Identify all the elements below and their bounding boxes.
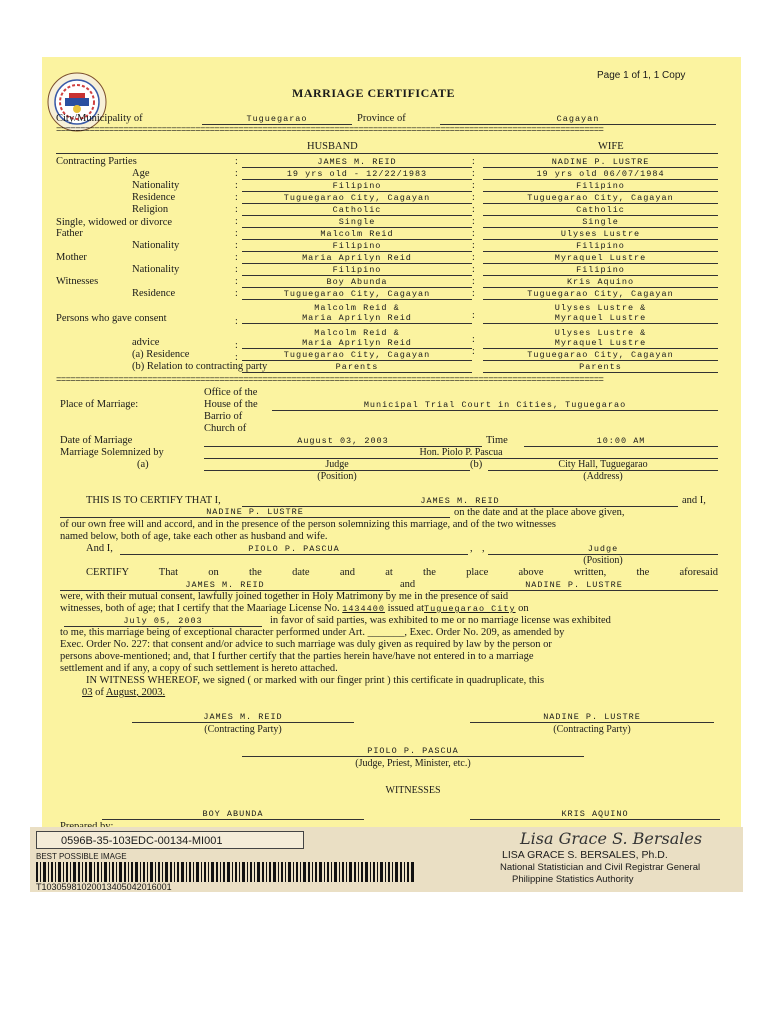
- husband-name: JAMES M. REID: [242, 157, 472, 168]
- husband-consent-line2: Maria Aprilyn Reid: [242, 313, 472, 324]
- solemnized-label: Marriage Solemnized by: [60, 447, 164, 458]
- husband-witness: Boy Abunda: [242, 277, 472, 288]
- barrio-of-label: Barrio of: [204, 411, 243, 422]
- cert-p2-line7: settlement and if any, a copy of such settlement is hereto attached.: [60, 663, 338, 674]
- place-value: Municipal Trial Court in Cities, Tuguegarao: [272, 400, 718, 411]
- date-label: Date of Marriage: [60, 435, 133, 446]
- wife-advice-colons: : :: [472, 334, 475, 357]
- mother-nationality-label: Nationality: [132, 264, 180, 275]
- wife-advice-line2: Myraquel Lustre: [483, 338, 718, 349]
- registrar-signature: Lisa Grace S. Bersales: [520, 829, 703, 848]
- wife-name: NADINE P. LUSTRE: [483, 157, 718, 168]
- residence-label: Residence: [132, 192, 176, 203]
- husband-witness-residence: Tuguegarao City, Cagayan: [242, 289, 472, 300]
- father-label: Father: [56, 228, 83, 239]
- husband-mother: Maria Aprilyn Reid: [242, 253, 472, 264]
- wife-relation: Parents: [483, 362, 718, 373]
- registrar-authority: Philippine Statistics Authority: [512, 874, 634, 885]
- wife-religion: Catholic: [483, 205, 718, 216]
- best-image-label: BEST POSSIBLE IMAGE: [36, 852, 127, 861]
- husband-age: 19 yrs old - 12/22/1983: [242, 169, 472, 180]
- registrar-title: National Statistician and Civil Registrar General: [500, 862, 701, 873]
- cert-p2-line6: persons above-mentioned; and, that I further certify that the parties herein have/have not entered in to a marriage: [60, 651, 534, 662]
- header-rule: [56, 153, 718, 154]
- husband-advice-line2: Maria Aprilyn Reid: [242, 338, 472, 349]
- solemnized-value: Hon. Piolo P. Pascua: [204, 447, 718, 459]
- execution-month: August: [105, 687, 137, 698]
- sig-officiant-caption: (Judge, Priest, Minister, etc.): [355, 758, 471, 769]
- status-label: Single, widowed or divorce: [56, 217, 173, 228]
- mother-label: Mother: [56, 252, 87, 263]
- wife-residence-a: Tuguegarao City, Cagayan: [483, 350, 718, 361]
- age-label: Age: [132, 168, 150, 179]
- relation-b-label: (b) Relation to contracting party: [132, 361, 268, 372]
- certify-line1-end: and I,: [682, 495, 706, 506]
- sig-officiant: PIOLO P. PASCUA: [242, 746, 584, 757]
- aforesaid-husband: JAMES M. REID: [60, 580, 390, 591]
- advice-label: advice: [132, 337, 160, 348]
- license-date: July 05, 2003: [64, 616, 262, 627]
- wife-witness: Kris Aquino: [483, 277, 718, 288]
- wife-nationality: Filipino: [483, 181, 718, 192]
- sig-wife-caption: (Contracting Party): [553, 724, 631, 735]
- a-label: (a): [137, 459, 149, 470]
- time-value: 10:00 AM: [524, 436, 718, 447]
- office-of-label: Office of the: [204, 387, 258, 398]
- wife-consent-line1: Ulyses Lustre &: [554, 303, 647, 313]
- wife-witness-residence: Tuguegarao City, Cagayan: [483, 289, 718, 300]
- page-title: MARRIAGE CERTIFICATE: [292, 86, 456, 100]
- place-label: Place of Marriage:: [60, 399, 139, 410]
- contracting-parties-label: Contracting Parties: [56, 156, 137, 167]
- address-caption: (Address): [583, 471, 623, 482]
- province-value: Cagayan: [440, 114, 716, 125]
- date-value: August 03, 2003: [204, 436, 482, 447]
- page-info: Page 1 of 1, 1 Copy: [597, 70, 686, 81]
- husband-consent-line1: Malcolm Reid &: [314, 303, 400, 313]
- sig-wife: NADINE P. LUSTRE: [470, 712, 714, 723]
- husband-religion: Catholic: [242, 205, 472, 216]
- sig-witness-2: KRIS AQUINO: [470, 809, 720, 820]
- husband-residence: Tuguegarao City, Cagayan: [242, 193, 472, 204]
- wife-residence: Tuguegarao City, Cagayan: [483, 193, 718, 204]
- husband-mother-nationality: Filipino: [242, 265, 472, 276]
- document-code-box: [36, 831, 304, 849]
- husband-father-nationality: Filipino: [242, 241, 472, 252]
- husband-residence-a: Tuguegarao City, Cagayan: [242, 350, 472, 361]
- certify-husband: JAMES M. REID: [242, 496, 678, 507]
- address-value: City Hall, Tuguegarao: [488, 459, 718, 471]
- witness-residence-label: Residence: [132, 288, 176, 299]
- cert-p2-line4: to me, this marriage being of exceptional character performed under Art. _______, Exec. Order No. 209, as amended by: [60, 627, 565, 638]
- city-value: Tuguegarao: [202, 114, 352, 125]
- wife-advice-line1: Ulyses Lustre &: [554, 328, 647, 338]
- wife-consent-line2: Myraquel Lustre: [483, 313, 718, 324]
- judge-value: Judge: [204, 459, 470, 471]
- husband-advice-colons: : :: [235, 340, 238, 363]
- license-number: 1434400: [342, 604, 385, 614]
- officiant-position: Judge: [488, 544, 718, 555]
- wife-consent-colon: :: [472, 310, 475, 321]
- witnesses-title: WITNESSES: [385, 785, 441, 796]
- husband-nationality: Filipino: [242, 181, 472, 192]
- father-nationality-label: Nationality: [132, 240, 180, 251]
- wife-mother: Myraquel Lustre: [483, 253, 718, 264]
- time-label: Time: [486, 435, 508, 446]
- husband-colons: : : : : : : : : : : : :: [235, 156, 238, 299]
- cert-p2-line1: were, with their mutual consent, lawfully joined together in Holy Matrimony by me in the presence of said: [60, 591, 509, 602]
- issued-at: Tuguegarao City: [424, 604, 516, 614]
- cert-p2-line3: in favor of said parties, was exhibited to me or no marriage license was exhibited: [270, 615, 611, 626]
- husband-consent-colon: :: [235, 316, 238, 327]
- wife-father: Ulyses Lustre: [483, 229, 718, 240]
- execution-day: 03: [82, 687, 93, 698]
- certify-line2-end: on the date and at the place above given,: [454, 507, 625, 518]
- certify-line3: of our own free will and accord, and in the presence of the person solemnizing this marriage, and of the two witnesses: [60, 519, 556, 530]
- execution-date: 03 of August, 2003.: [82, 687, 166, 698]
- footer-band: [30, 827, 743, 892]
- husband-status: Single: [242, 217, 472, 228]
- witnesses-label: Witnesses: [56, 276, 99, 287]
- certify-wife: NADINE P. LUSTRE: [60, 507, 450, 518]
- province-label: Province of: [357, 113, 406, 124]
- wife-mother-nationality: Filipino: [483, 265, 718, 276]
- barcode-text: T10305981020013405042016001: [36, 882, 172, 892]
- husband-relation: Parents: [242, 362, 472, 373]
- officiant-name: PIOLO P. PASCUA: [120, 544, 468, 555]
- certify-line: CERTIFY That on the date and at the place above written, the aforesaid: [86, 567, 718, 578]
- aforesaid-wife: NADINE P. LUSTRE: [430, 580, 718, 591]
- aforesaid-and: and: [400, 579, 416, 590]
- consent-label: Persons who gave consent: [56, 313, 167, 324]
- separator-line-2: ==================================================================================================================: [56, 375, 604, 385]
- cert-p2-line2: witnesses, both of age; that I certify that the Maariage License No. 1434400 issued atTuguegarao City on: [60, 603, 529, 614]
- city-label: City/Municipality of: [56, 113, 143, 124]
- church-of-label: Church of: [204, 423, 247, 434]
- b-label: (b): [470, 459, 483, 470]
- wife-status: Single: [483, 217, 718, 228]
- officiant-position-caption: (Position): [583, 555, 623, 566]
- wife-header: WIFE: [598, 141, 624, 152]
- certificate-paper: Page 1 of 1, 1 Copy MARRIAGE CERTIFICATE City/Municipality of Tuguegarao Province of Cagayan ================================================================================================================== HUSBAND WIFE Contracting Parties Age Nationality Residence Religion Single, widowed or divorce Father Nationality Mother Nationality Witnesses Residence Persons who gave consent advice (a) Residence (b) Relation to contracting party : : : : : : : : : : : : : : : : : : : : : : : : : : : : : : JAMES M. REID 19 yrs old - 12/22/1983 Filipino Tuguegarao City, Cagayan Catholic Single Malcolm Reid Filipino Maria Aprilyn Reid Filipino Boy Abunda Tuguegarao City, Cagayan Malcolm Reid & Maria Aprilyn Reid Malcolm Reid & Maria Aprilyn Reid Tuguegarao City, Cagayan Parents NADINE P. LUSTRE 19 yrs old 06/07/1984 Filipino Tuguegarao City, Cagayan Catholic Single Ulyses Lustre Filipino Myraquel Lustre Filipino Kris Aquino Tuguegarao City, Cagayan Ulyses Lustre & Myraquel Lustre Ulyses Lustre & Myraquel Lustre Tuguegarao City, Cagayan Parents ================================================================================================================== Office of the House of the Barrio of Church of Place of Marriage: Municipal Trial Court in Cities, Tuguegarao Date of Marriage August 03, 2003 Time 10:00 AM Marriage Solemnized by Hon. Piolo P. Pascua (a) Judge (b) City Hall, Tuguegarao (Position) (Address) THIS IS TO CERTIFY THAT I, JAMES M. REID and I, NADINE P. LUSTRE on the date and at the place above given, of our own free will and accord, and in the presence of the person solemnizing this marriage, and of the two witnesses named below, both of age, take each other as husband and wife. And I, PIOLO P. PASCUA , , Judge (Position) CERTIFY That on the date and at the place above written, the aforesaid JAMES M. REID and NADINE P. LUSTRE were, with their mutual consent, lawfully joined together in Holy Matrimony by me in the presence of said witnesses, both of age; that I certify that the Maariage License No. 1434400 issued atTuguegarao City on July 05, 2003 in favor of said parties, was exhibited to me or no marriage license was exhibited to me, this marriage being of exceptional character performed under Art. _______, Exec. Order No. 209, as amended by Exec. Order No. 227: that consent and/or advice to such marriage was duly given as required by law by the person or persons above-mentioned; and, that I further certify that the parties herein have/have not entered in to a marriage settlement and if any, a copy of such settlement is hereto attached. IN WITNESS WHEREOF, we signed ( or marked with our finger print ) this certificate in quadruplicate, this 03 of August, 2003. JAMES M. REID (Contracting Party) NADINE P. LUSTRE (Contracting Party) PIOLO P. PASCUA (Judge, Priest, Minister, etc.) WITNESSES BOY ABUNDA KRIS AQUINO: [42, 57, 741, 884]
- witness-whereof: IN WITNESS WHEREOF, we signed ( or marked with our finger print ) this certificate in quadruplicate, this: [86, 675, 545, 686]
- nationality-label: Nationality: [132, 180, 180, 191]
- registrar-name: LISA GRACE S. BERSALES, Ph.D.: [502, 849, 668, 861]
- document-code: 0596B-35-103EDC-00134-MI001: [61, 835, 223, 847]
- certify-line4: named below, both of age, take each other as husband and wife.: [60, 531, 328, 542]
- execution-year: , 2003.: [136, 687, 166, 698]
- certify-line1-start: THIS IS TO CERTIFY THAT I,: [86, 495, 221, 506]
- husband-advice-line1: Malcolm Reid &: [314, 328, 400, 338]
- house-of-label: House of the: [204, 399, 258, 410]
- wife-age: 19 yrs old 06/07/1984: [483, 169, 718, 180]
- residence-a-label: (a) Residence: [132, 349, 190, 360]
- and-i-label: And I,: [86, 543, 113, 554]
- separator-line: ==================================================================================================================: [56, 125, 604, 135]
- wife-father-nationality: Filipino: [483, 241, 718, 252]
- husband-header: HUSBAND: [307, 141, 358, 152]
- wife-colons: : : : : : : : : : : : :: [472, 156, 475, 299]
- sig-husband: JAMES M. REID: [132, 712, 354, 723]
- husband-father: Malcolm Reid: [242, 229, 472, 240]
- barcode-icon: [36, 862, 416, 882]
- sig-witness-1: BOY ABUNDA: [102, 809, 364, 820]
- sig-husband-caption: (Contracting Party): [204, 724, 282, 735]
- position-caption: (Position): [317, 471, 357, 482]
- religion-label: Religion: [132, 204, 169, 215]
- cert-p2-line5: Exec. Order No. 227: that consent and/or advice to such marriage was duly given as required by law by the person or: [60, 639, 552, 650]
